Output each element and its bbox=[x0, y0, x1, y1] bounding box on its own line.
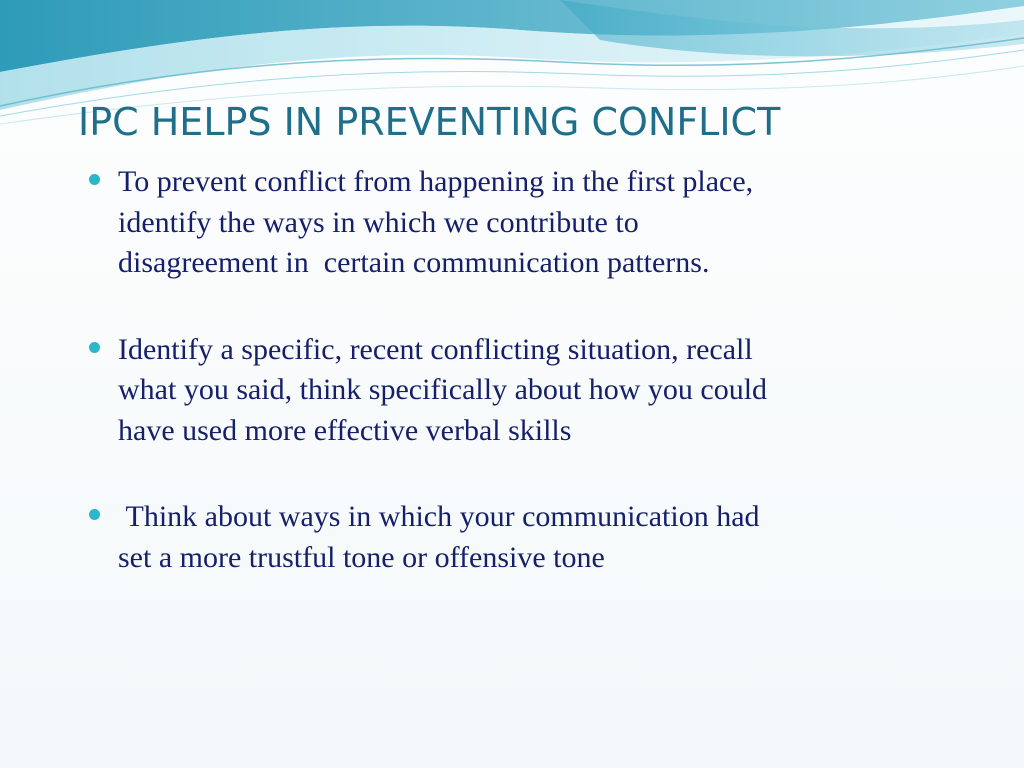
bullet-item-2 bbox=[118, 330, 918, 452]
slide-title: IPC HELPS IN PREVENTING CONFLICT bbox=[78, 100, 781, 144]
bullet-text: Think about ways in which your communication had set a more trustful tone or offensive tone bbox=[118, 500, 760, 574]
bullet-dot-icon bbox=[89, 509, 100, 520]
bullet-list bbox=[118, 162, 918, 624]
bullet-item-3 bbox=[118, 497, 918, 578]
bullet-item-1 bbox=[118, 162, 918, 284]
bullet-dot-icon bbox=[89, 342, 100, 353]
bullet-text: Identify a specific, recent conflicting situation, recall what you said, think specifically about how you could have used more effective verbal skills bbox=[118, 332, 768, 447]
bullet-dot-icon bbox=[89, 174, 100, 185]
bullet-text: To prevent conflict from happening in the first place, identify the ways in which we contribute to disagreement in certain communication patterns. bbox=[118, 165, 754, 279]
